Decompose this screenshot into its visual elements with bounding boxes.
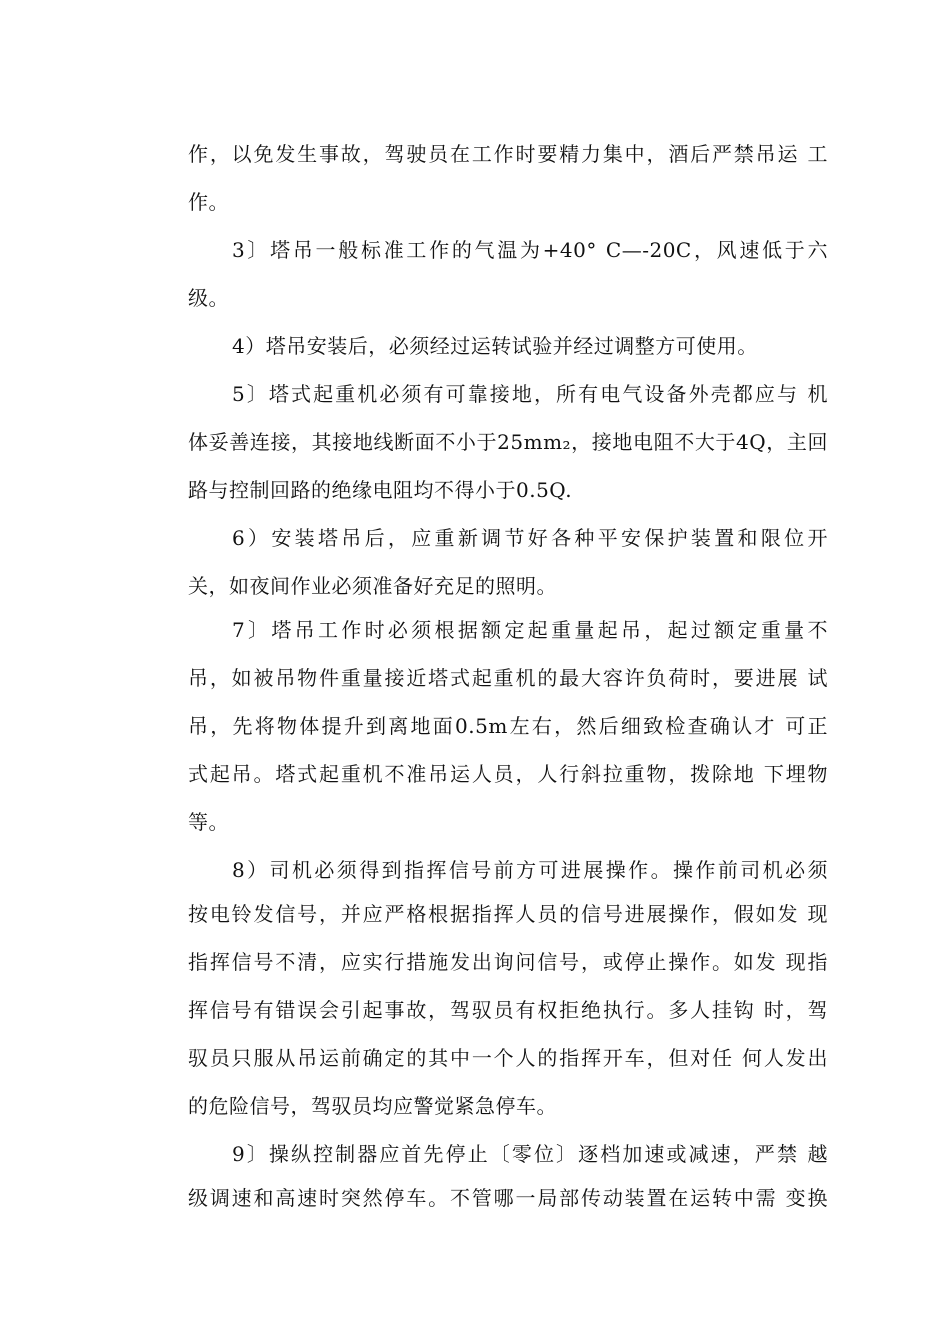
text-line: 作。 [188,190,229,214]
text-line: 的危险信号，驾驭员均应警觉紧急停车。 [188,1094,557,1118]
text-line: 9〕操纵控制器应首先停止〔零位〕逐档加速或减速，严禁 越 [232,1142,828,1166]
text-line: 按电铃发信号，并应严格根据指挥人员的信号进展操作，假如发 现 [188,902,828,926]
text-line: 级。 [188,286,229,310]
text-line: 吊，先将物体提升到离地面0.5m左右，然后细致检查确认才 可正 [188,714,828,738]
text-line: 5〕塔式起重机必须有可靠接地，所有电气设备外壳都应与 机 [232,382,828,406]
text-line: 路与控制回路的绝缘电阻均不得小于0.5Q. [188,478,573,502]
text-line: 6）安装塔吊后，应重新调节好各种平安保护装置和限位开 [232,526,828,550]
text-line: 指挥信号不清，应实行措施发出询问信号，或停止操作。如发 现指 [188,950,828,974]
text-line: 8）司机必须得到指挥信号前方可进展操作。操作前司机必须 [232,858,828,882]
text-line: 3〕塔吊一般标准工作的气温为+40° C—-20C，风速低于六 [232,238,828,262]
text-line: 挥信号有错误会引起事故，驾驭员有权拒绝执行。多人挂钩 时，驾 [188,998,828,1022]
text-line: 体妥善连接，其接地线断面不小于25mm₂，接地电阻不大于4Q，主回 [188,430,828,454]
text-line: 等。 [188,810,229,834]
text-line: 作，以免发生事故，驾驶员在工作时要精力集中，酒后严禁吊运 工 [188,142,828,166]
text-line: 级调速和高速时突然停车。不管哪一局部传动装置在运转中需 变换 [188,1186,828,1210]
text-line: 4）塔吊安装后，必须经过运转试验并经过调整方可使用。 [232,334,758,358]
text-line: 吊，如被吊物件重量接近塔式起重机的最大容许负荷时，要进展 试 [188,666,828,690]
text-line: 关，如夜间作业必须准备好充足的照明。 [188,574,557,598]
text-line: 7〕塔吊工作时必须根据额定起重量起吊，起过额定重量不 [232,618,828,642]
text-line: 式起吊。塔式起重机不准吊运人员，人行斜拉重物，拨除地 下埋物 [188,762,828,786]
text-line: 驭员只服从吊运前确定的其中一个人的指挥开车，但对任 何人发出 [188,1046,828,1070]
